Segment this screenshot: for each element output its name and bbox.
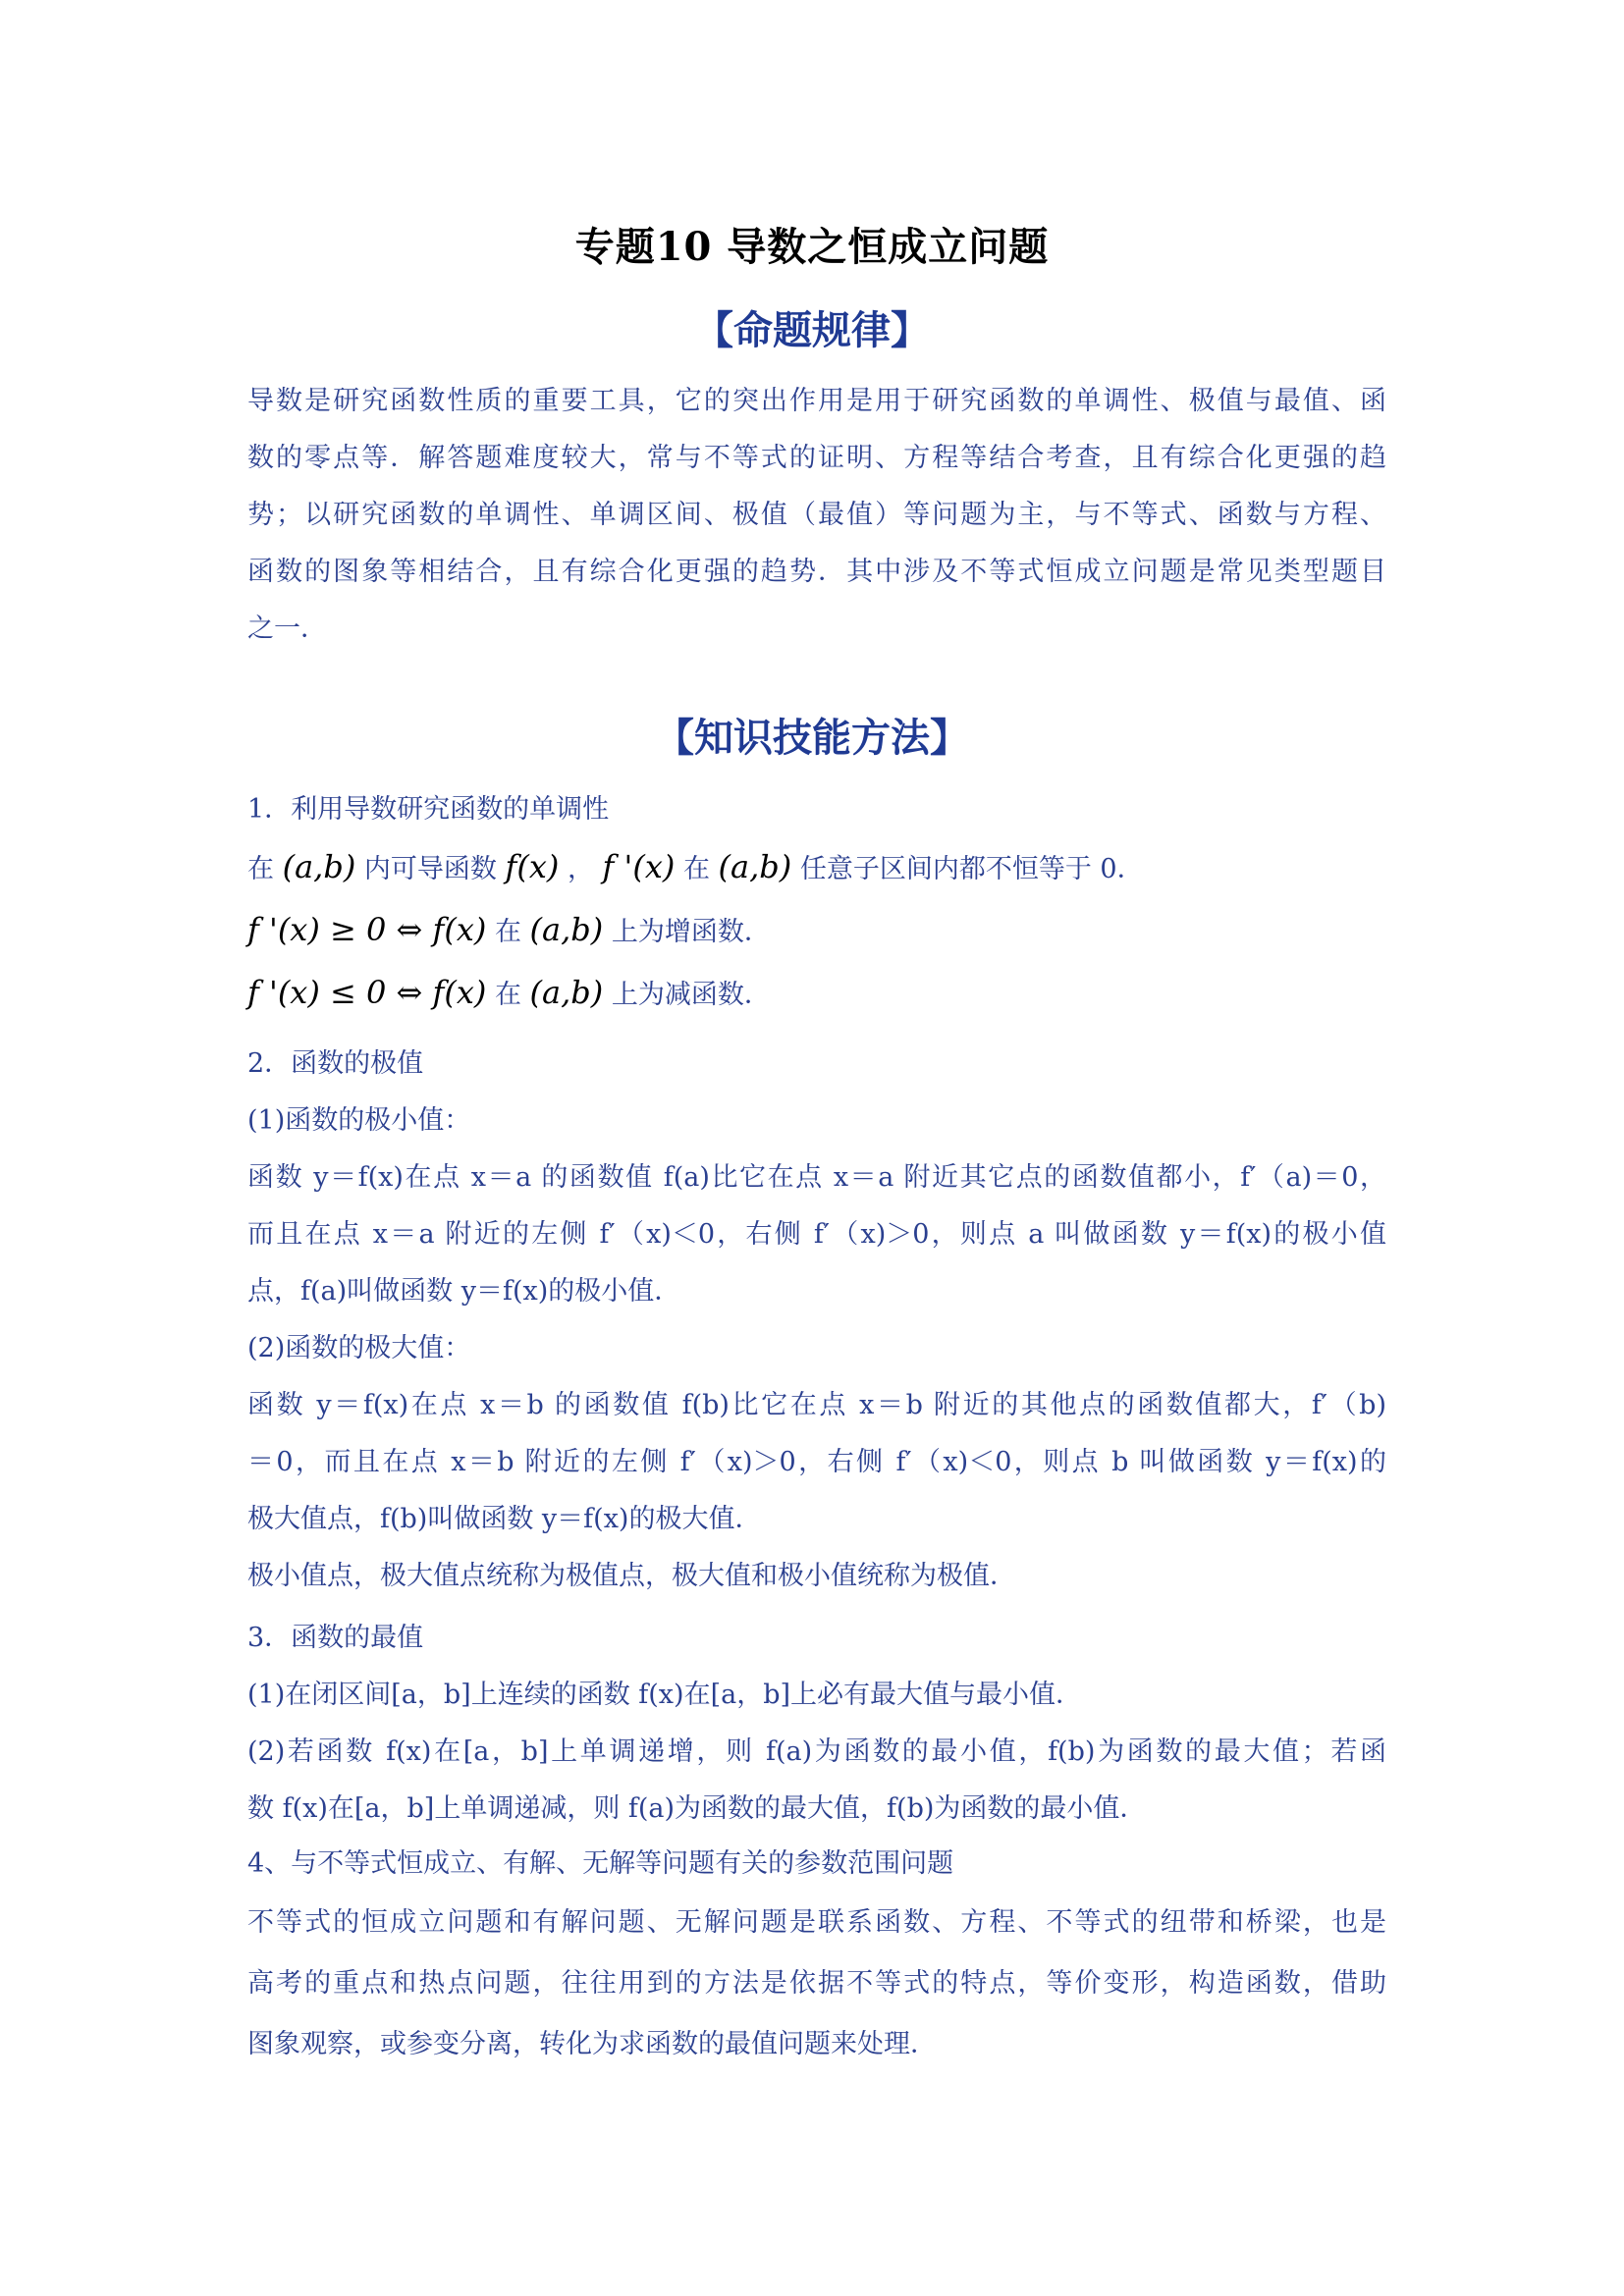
paragraph-line: 数的零点等．解答题难度较大，常与不等式的证明、方程等结合考查，且有综合化更强的趋 (247, 443, 1386, 473)
paragraph-line: (1)在闭区间[a，b]上连续的函数 f(x)在[a，b]上必有最大值与最小值． (247, 1680, 1083, 1710)
paragraph-line: 函数 y＝f(x)在点 x＝a 的函数值 f(a)比它在点 x＝a 附近其它点的函数值都小，f′（a)＝0， (247, 1162, 1386, 1193)
math-fragment: f '(x) ≥ 0 ⇔ f(x) (247, 911, 487, 948)
text-fragment: ， (567, 854, 594, 884)
text-fragment: 上为减函数． (611, 980, 771, 1010)
paragraph-line: 而且在点 x＝a 附近的左侧 f′（x)＜0，右侧 f′（x)＞0，则点 a 叫做函数 y＝f(x)的极小值 (247, 1219, 1386, 1250)
subsection-title: (2)函数的极大值： (247, 1333, 471, 1363)
paragraph-line: 高考的重点和热点问题，往往用到的方法是依据不等式的特点，等价变形，构造函数，借助 (247, 1968, 1386, 1999)
paragraph-line: 不等式的恒成立问题和有解问题、无解问题是联系函数、方程、不等式的纽带和桥梁，也是 (247, 1907, 1386, 1938)
formula-line (247, 901, 1386, 964)
subsection-title: (1)函数的极小值： (247, 1105, 471, 1136)
text-fragment: 内可导函数 (363, 854, 497, 884)
paragraph-line: 函数 y＝f(x)在点 x＝b 的函数值 f(b)比它在点 x＝b 附近的其他点的函数值都大，f′（b) (247, 1390, 1386, 1420)
text-fragment: 在 (494, 917, 521, 947)
math-fragment: f '(x) (602, 848, 676, 885)
item-extremum (247, 1036, 1386, 1605)
paragraph-line: 极大值点，f(b)叫做函数 y＝f(x)的极大值． (247, 1504, 762, 1534)
math-fragment: (a,b) (529, 911, 604, 948)
section-heading-proposition-rules: 【命题规律】 (694, 307, 930, 353)
section-proposition-rules-body (247, 373, 1386, 658)
text-fragment: 任意子区间内都不恒等于 0． (799, 854, 1144, 884)
item-title: 3．函数的最值 (247, 1623, 424, 1653)
item-monotonicity (247, 781, 1386, 1027)
math-fragment: f '(x) ≤ 0 ⇔ f(x) (247, 974, 487, 1011)
section-heading-knowledge-methods: 【知识技能方法】 (655, 715, 969, 761)
text-fragment: 在 (247, 854, 274, 884)
item-maximum-minimum (247, 1610, 1386, 1838)
formula-line (247, 964, 1386, 1027)
paragraph-line: 点，f(a)叫做函数 y＝f(x)的极小值． (247, 1276, 681, 1307)
paragraph-line: ＝0，而且在点 x＝b 附近的左侧 f′（x)＞0，右侧 f′（x)＜0，则点 b 叫做函数 y＝f(x)的 (247, 1447, 1386, 1477)
paragraph-line: 之一． (247, 614, 327, 644)
math-fragment: (a,b) (529, 974, 604, 1011)
paragraph-line: 数 f(x)在[a，b]上单调递减，则 f(a)为函数的最大值，f(b)为函数的最小值． (247, 1793, 1147, 1824)
text-fragment: 在 (682, 854, 710, 884)
math-fragment: (a,b) (282, 848, 356, 885)
math-fragment: f(x) (505, 848, 560, 885)
item-inequality-parameter-range (247, 1836, 1386, 2075)
paragraph-line: 函数的图象等相结合，且有综合化更强的趋势．其中涉及不等式恒成立问题是常见类型题目 (247, 557, 1386, 587)
paragraph-line: (2)若函数 f(x)在[a，b]上单调递增，则 f(a)为函数的最小值，f(b)为函数的最大值；若函 (247, 1736, 1386, 1767)
paragraph-line: 图象观察，或参变分离，转化为求函数的最值问题来处理． (247, 2029, 937, 2059)
text-fragment: 在 (494, 980, 521, 1010)
item-title: 2．函数的极值 (247, 1048, 424, 1079)
paragraph-line: 导数是研究函数性质的重要工具，它的突出作用是用于研究函数的单调性、极值与最值、函 (247, 386, 1386, 416)
formula-line (247, 838, 1386, 901)
math-fragment: (a,b) (718, 848, 792, 885)
item-title: 4、与不等式恒成立、有解、无解等问题有关的参数范围问题 (247, 1848, 954, 1879)
paragraph-line: 势；以研究函数的单调性、单调区间、极值（最值）等问题为主，与不等式、函数与方程、 (247, 500, 1386, 530)
page-title: 专题10 导数之恒成立问题 (574, 224, 1050, 270)
paragraph-line: 极小值点，极大值点统称为极值点，极大值和极小值统称为极值． (247, 1561, 1016, 1591)
item-title: 1．利用导数研究函数的单调性 (247, 794, 610, 825)
text-fragment: 上为增函数． (611, 917, 771, 947)
